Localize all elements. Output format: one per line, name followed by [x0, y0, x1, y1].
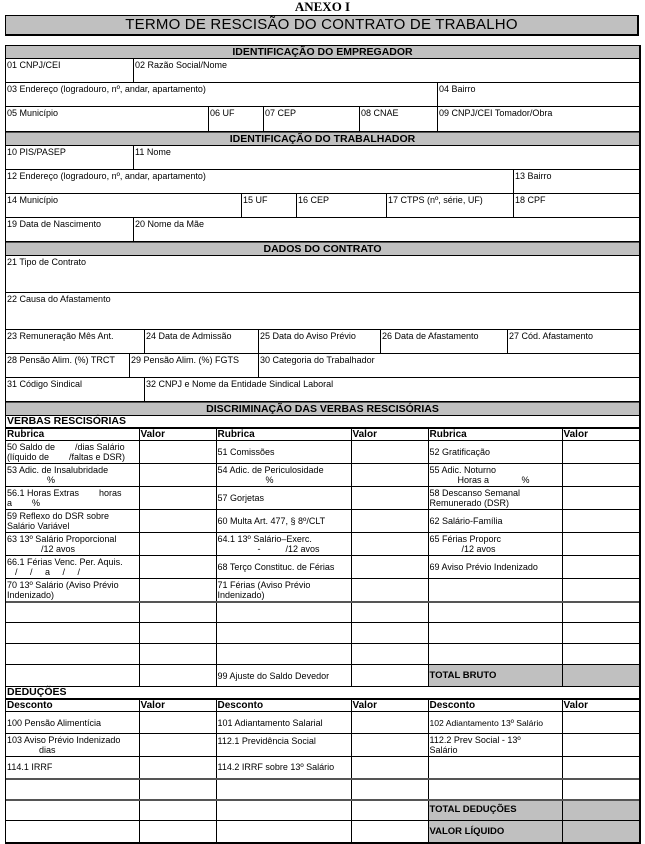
valor-101[interactable]: [351, 712, 428, 734]
field-worker-address[interactable]: 12 Endereço (logradouro, nº, andar, apartamento): [7, 171, 206, 181]
field-cnpj-cei[interactable]: 01 CNPJ/CEI: [7, 60, 61, 70]
rescission-form: [5, 45, 641, 844]
valor-114-2[interactable]: [351, 757, 428, 779]
field-pensao-fgts[interactable]: 29 Pensão Alim. (%) FGTS: [129, 354, 258, 377]
rubrica-56-1-line2: a %: [7, 498, 41, 508]
valor-100[interactable]: [139, 712, 216, 734]
col-header-rubrica: Rubrica: [216, 429, 351, 441]
field-union-code[interactable]: 31 Código Sindical: [7, 379, 83, 389]
desconto-114-1: 114.1 IRRF: [6, 757, 139, 779]
rubrica-70-line2: Indenizado): [7, 589, 55, 600]
col-header-desconto: Desconto: [216, 700, 351, 712]
rubrica-63: [6, 533, 139, 556]
rubrica-71-line1: 71 Férias (Aviso Prévio: [217, 579, 311, 590]
valor-71[interactable]: [351, 579, 428, 602]
desconto-112-1: 112.1 Previdência Social: [216, 734, 351, 757]
total-deducoes-label: TOTAL DEDUÇÕES: [428, 800, 562, 821]
field-notice-date[interactable]: 25 Data do Aviso Prévio: [258, 330, 380, 353]
rubrica-64-1-line2: - /12 avos: [257, 544, 320, 554]
rubrica-53-line2: %: [47, 475, 56, 485]
desconto-empty[interactable]: [216, 821, 351, 843]
valor-114-1[interactable]: [139, 757, 216, 779]
subsection-verbas-rescisorias: VERBAS RESCISÓRIAS: [6, 416, 639, 428]
col-header-valor: Valor: [139, 429, 216, 441]
field-admission-date[interactable]: 24 Data de Admissão: [144, 330, 258, 353]
valor-empty[interactable]: [139, 644, 216, 665]
rubrica-58-line1: 58 Descanso Semanal: [429, 488, 521, 498]
valor-empty[interactable]: [562, 644, 639, 665]
rubrica-71: [216, 579, 351, 602]
field-cpf[interactable]: 18 CPF: [513, 194, 639, 217]
field-leave-cause[interactable]: 22 Causa do Afastamento: [7, 294, 111, 304]
rubrica-59: [6, 510, 139, 533]
desconto-empty[interactable]: [428, 779, 562, 800]
rubrica-66-1-line1: 66.1 Férias Venc. Per. Aquis.: [7, 557, 123, 567]
rubrica-50: [6, 441, 139, 464]
valor-52[interactable]: [562, 441, 639, 464]
valor-empty[interactable]: [562, 779, 639, 800]
rubrica-55: [428, 464, 562, 487]
rubrica-59-line1: 59 Reflexo do DSR sobre: [7, 511, 110, 521]
valor-53[interactable]: [139, 464, 216, 487]
field-leave-date[interactable]: 26 Data de Afastamento: [380, 330, 507, 353]
field-worker-name[interactable]: 11 Nome: [133, 146, 639, 169]
valor-112-1[interactable]: [351, 734, 428, 757]
rubrica-70-line1: 70 13º Salário (Aviso Prévio: [7, 579, 119, 590]
rubrica-64-1-line1: 64.1 13º Salário–Exerc.: [217, 534, 312, 544]
valor-59[interactable]: [139, 510, 216, 533]
rubrica-65: [428, 533, 562, 556]
valor-64-1[interactable]: [351, 533, 428, 556]
rubrica-58: [428, 487, 562, 510]
rubrica-empty[interactable]: [6, 602, 139, 623]
rubrica-66-1: [6, 556, 139, 579]
rubrica-59-line2: Salário Variável: [7, 521, 70, 531]
field-employer-bairro[interactable]: 04 Bairro: [437, 83, 639, 106]
valor-empty[interactable]: [351, 623, 428, 644]
valor-68[interactable]: [351, 556, 428, 579]
rubrica-71-line2: Indenizado): [217, 589, 265, 600]
subsection-deducoes: DEDUÇÕES: [6, 687, 639, 699]
rubrica-54: [216, 464, 351, 487]
rubrica-50-line2: (líquido de /faltas e DSR): [7, 452, 126, 462]
valor-58[interactable]: [562, 487, 639, 510]
field-mother-name[interactable]: 20 Nome da Mãe: [133, 218, 639, 241]
rubrica-empty[interactable]: [428, 579, 562, 602]
valor-liquido-value: [562, 821, 639, 843]
valor-empty[interactable]: [139, 623, 216, 644]
field-employer-municipio[interactable]: 05 Município: [7, 108, 59, 118]
rubrica-empty[interactable]: [428, 623, 562, 644]
section-contract: DADOS DO CONTRATO: [6, 242, 639, 256]
rubrica-58-line2: Remunerado (DSR): [429, 498, 510, 508]
valor-empty[interactable]: [351, 779, 428, 800]
rubrica-56-1: [6, 487, 139, 510]
valor-empty[interactable]: [139, 665, 216, 687]
desconto-empty[interactable]: [6, 779, 139, 800]
valor-empty[interactable]: [139, 821, 216, 843]
valor-103[interactable]: [139, 734, 216, 757]
rubrica-empty[interactable]: [216, 623, 351, 644]
valor-empty[interactable]: [562, 623, 639, 644]
rubrica-56-1-line1: 56.1 Horas Extras horas: [7, 488, 122, 498]
field-worker-bairro[interactable]: 13 Bairro: [513, 170, 639, 193]
valor-54[interactable]: [351, 464, 428, 487]
rubrica-50-line1: 50 Saldo de /dias Salário: [7, 442, 125, 452]
rubrica-57: 57 Gorjetas: [216, 487, 351, 510]
valor-empty[interactable]: [351, 602, 428, 623]
field-worker-category[interactable]: 30 Categoria do Trabalhador: [258, 354, 639, 377]
valor-70[interactable]: [139, 579, 216, 602]
valor-liquido-label: VALOR LÍQUIDO: [428, 821, 562, 843]
total-deducoes-value: [562, 800, 639, 821]
field-union-cnpj-name[interactable]: 32 CNPJ e Nome da Entidade Sindical Laboral: [144, 378, 639, 401]
col-header-valor: Valor: [562, 429, 639, 441]
rubrica-52: 52 Gratificação: [428, 441, 562, 464]
valor-empty[interactable]: [562, 579, 639, 602]
valor-57[interactable]: [351, 487, 428, 510]
field-employer-cep[interactable]: 07 CEP: [263, 107, 359, 131]
valor-55[interactable]: [562, 464, 639, 487]
section-employer: IDENTIFICAÇÃO DO EMPREGADOR: [6, 46, 639, 59]
valor-112-2[interactable]: [562, 734, 639, 757]
field-employer-uf[interactable]: 06 UF: [208, 107, 263, 131]
field-pensao-trct[interactable]: 28 Pensão Alim. (%) TRCT: [7, 355, 115, 365]
field-cnpj-tomador[interactable]: 09 CNPJ/CEI Tomador/Obra: [437, 107, 639, 131]
rubrica-70: [6, 579, 139, 602]
verbas-table: [6, 428, 639, 687]
desconto-101: 101 Adiantamento Salarial: [216, 712, 351, 734]
valor-empty[interactable]: [562, 757, 639, 779]
field-employer-address[interactable]: 03 Endereço (logradouro, nº, andar, apartamento): [7, 84, 206, 94]
field-worker-municipio[interactable]: 14 Município: [7, 195, 59, 205]
desconto-103: [6, 734, 139, 757]
valor-empty[interactable]: [351, 800, 428, 821]
desconto-100: 100 Pensão Alimentícia: [6, 712, 139, 734]
rubrica-68: 68 Terço Constituc. de Férias: [216, 556, 351, 579]
col-header-valor: Valor: [351, 700, 428, 712]
col-header-valor: Valor: [351, 429, 428, 441]
valor-60[interactable]: [351, 510, 428, 533]
desconto-102: 102 Adiantamento 13º Salário: [428, 712, 562, 734]
desconto-empty[interactable]: [216, 779, 351, 800]
desconto-112-2: [428, 734, 562, 757]
col-header-valor: Valor: [139, 700, 216, 712]
field-leave-code[interactable]: 27 Cód. Afastamento: [507, 330, 639, 353]
field-worker-cep[interactable]: 16 CEP: [296, 194, 386, 217]
rubrica-empty[interactable]: [6, 623, 139, 644]
field-razao-social[interactable]: 02 Razão Social/Nome: [133, 59, 639, 82]
field-worker-uf[interactable]: 15 UF: [241, 194, 296, 217]
rubrica-empty[interactable]: [216, 644, 351, 665]
valor-62[interactable]: [562, 510, 639, 533]
rubrica-60: 60 Multa Art. 477, § 8º/CLT: [216, 510, 351, 533]
valor-empty[interactable]: [139, 779, 216, 800]
valor-69[interactable]: [562, 556, 639, 579]
desconto-114-2: 114.2 IRRF sobre 13º Salário: [216, 757, 351, 779]
total-bruto-value: [562, 665, 639, 687]
rubrica-empty[interactable]: [216, 602, 351, 623]
rubrica-55-line2: Horas a %: [457, 475, 530, 485]
rubrica-54-line2: %: [265, 475, 274, 485]
rubrica-63-line1: 63 13º Salário Proporcional: [7, 534, 117, 544]
rubrica-69: 69 Aviso Prévio Indenizado: [428, 556, 562, 579]
desconto-empty[interactable]: [216, 800, 351, 821]
rubrica-63-line2: /12 avos: [41, 544, 76, 554]
col-header-rubrica: Rubrica: [428, 429, 562, 441]
valor-66-1[interactable]: [139, 556, 216, 579]
annex-label: ANEXO I: [294, 0, 351, 14]
valor-63[interactable]: [139, 533, 216, 556]
col-header-valor: Valor: [562, 700, 639, 712]
valor-56-1[interactable]: [139, 487, 216, 510]
desconto-103-line2: dias: [39, 745, 56, 755]
desconto-103-line1: 103 Aviso Prévio Indenizado: [7, 735, 121, 745]
desconto-empty[interactable]: [6, 800, 139, 821]
rubrica-65-line2: /12 avos: [461, 544, 496, 554]
rubrica-53: [6, 464, 139, 487]
col-header-desconto: Desconto: [428, 700, 562, 712]
rubrica-66-1-line2: / / a / /: [15, 567, 81, 577]
field-cnae[interactable]: 08 CNAE: [359, 107, 437, 131]
field-ctps[interactable]: 17 CTPS (nº, série, UF): [386, 194, 513, 217]
deducoes-table: [6, 699, 639, 843]
total-bruto-label: TOTAL BRUTO: [428, 665, 562, 687]
rubrica-54-line1: 54 Adic. de Periculosidade: [217, 465, 324, 475]
valor-empty[interactable]: [139, 602, 216, 623]
rubrica-empty[interactable]: [6, 665, 139, 687]
rubrica-55-line1: 55 Adic. Noturno: [429, 465, 497, 475]
desconto-112-2-line2: Salário: [429, 745, 458, 755]
form-title: TERMO DE RESCISÃO DO CONTRATO DE TRABALHO: [5, 15, 639, 36]
valor-99[interactable]: [351, 665, 428, 687]
rubrica-51: 51 Comissões: [216, 441, 351, 464]
rubrica-53-line1: 53 Adic. de Insalubridade: [7, 465, 109, 475]
rubrica-62: 62 Salário-Família: [428, 510, 562, 533]
field-remuneracao[interactable]: 23 Remuneração Mês Ant.: [7, 331, 114, 341]
section-worker: IDENTIFICAÇÃO DO TRABALHADOR: [6, 132, 639, 146]
rubrica-empty[interactable]: [6, 644, 139, 665]
desconto-empty[interactable]: [428, 757, 562, 779]
valor-51[interactable]: [351, 441, 428, 464]
field-birth-date[interactable]: 19 Data de Nascimento: [7, 219, 102, 229]
valor-empty[interactable]: [351, 821, 428, 843]
valor-102[interactable]: [562, 712, 639, 734]
rubrica-64-1: [216, 533, 351, 556]
valor-65[interactable]: [562, 533, 639, 556]
field-contract-type[interactable]: 21 Tipo de Contrato: [7, 257, 87, 267]
rubrica-empty[interactable]: [428, 644, 562, 665]
desconto-112-2-line1: 112.2 Prev Social - 13º: [429, 735, 521, 745]
field-pis-pasep[interactable]: 10 PIS/PASEP: [7, 147, 66, 157]
col-header-desconto: Desconto: [6, 700, 139, 712]
desconto-empty[interactable]: [6, 821, 139, 843]
rubrica-empty[interactable]: [428, 602, 562, 623]
col-header-rubrica: Rubrica: [6, 429, 139, 441]
section-verbas: DISCRIMINAÇÃO DAS VERBAS RESCISÓRIAS: [6, 402, 639, 416]
valor-empty[interactable]: [351, 644, 428, 665]
valor-50[interactable]: [139, 441, 216, 464]
valor-empty[interactable]: [139, 800, 216, 821]
valor-empty[interactable]: [562, 602, 639, 623]
rubrica-99: 99 Ajuste do Saldo Devedor: [216, 665, 351, 687]
rubrica-65-line1: 65 Férias Proporc: [429, 534, 502, 544]
